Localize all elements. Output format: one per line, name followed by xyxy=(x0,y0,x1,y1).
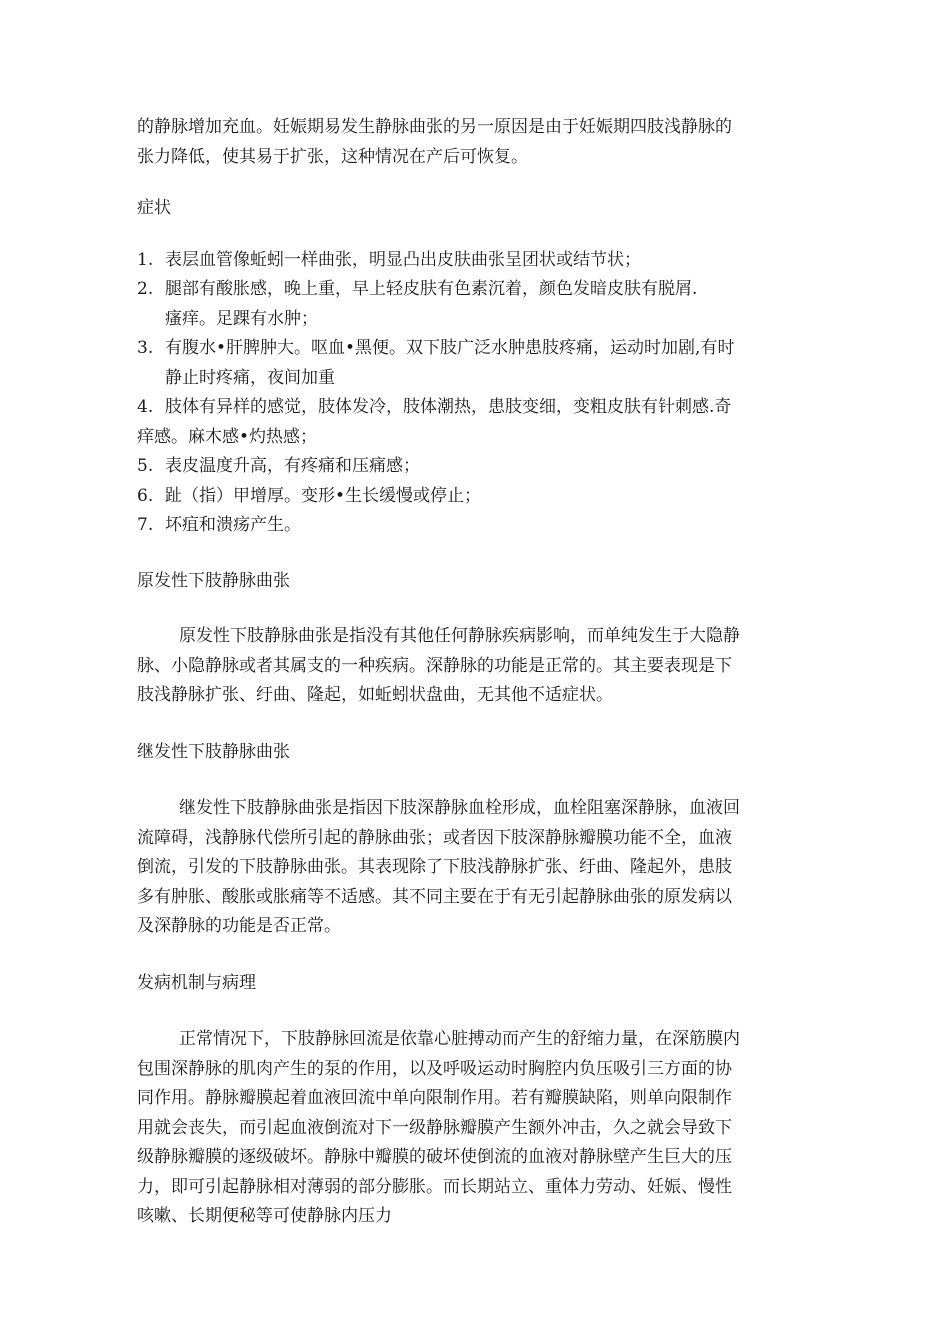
secondary-paragraph xyxy=(137,794,813,942)
list-text: 坏疽和溃疡产生。 xyxy=(165,515,301,535)
section-heading-secondary: 继发性下肢静脉曲张 xyxy=(137,741,290,762)
text-line: 倒流，引发的下肢静脉曲张。其表现除了下肢浅静脉扩张、纡曲、隆起外，患肢 xyxy=(137,857,732,877)
text-line: 流障碍，浅静脉代偿所引起的静脉曲张；或者因下肢深静脉瓣膜功能不全，血液 xyxy=(137,827,732,848)
list-text: 腿部有酸胀感，晚上重，早上轻皮肤有色素沉着，颜色发暗皮肤有脱屑. xyxy=(165,279,698,299)
list-item xyxy=(137,334,813,393)
list-text: 表皮温度升高，有疼痛和压痛感； xyxy=(165,456,420,476)
list-item xyxy=(137,511,813,541)
text-line: 继发性下肢静脉曲张是指因下肢深静脉血栓形成，血栓阻塞深静脉，血液回 xyxy=(179,798,740,818)
list-number: 2. xyxy=(137,279,154,299)
list-number: 5. xyxy=(137,456,154,476)
text-line: 咳嗽、长期便秘等可使静脉内压力 xyxy=(137,1206,392,1226)
section-heading-primary: 原发性下肢静脉曲张 xyxy=(137,570,290,591)
text-line: 多有肿胀、酸胀或胀痛等不适感。其不同主要在于有无引起静脉曲张的原发病以 xyxy=(137,886,732,907)
text-line: 级静脉瓣膜的逐级破坏。静脉中瓣膜的破坏使倒流的血液对静脉壁产生巨大的压 xyxy=(137,1147,732,1167)
list-text: 有腹水•肝脾肿大。呕血•黑便。双下肢广泛水肿患肢疼痛，运动时加剧,有时 xyxy=(165,338,735,358)
list-text: 静止时疼痛，夜间加重 xyxy=(165,367,335,388)
text-line: 包围深静脉的肌肉产生的泵的作用，以及呼吸运动时胸腔内负压吸引三方面的协 xyxy=(137,1058,732,1079)
text-line: 力，即可引起静脉相对薄弱的部分膨胀。而长期站立、重体力劳动、妊娠、慢性 xyxy=(137,1176,732,1197)
text-line: 正常情况下，下肢静脉回流是依靠心脏搏动而产生的舒缩力量，在深筋膜内 xyxy=(179,1029,740,1049)
document-body xyxy=(137,113,813,1232)
list-item xyxy=(137,275,813,334)
primary-paragraph xyxy=(137,622,813,711)
section-heading-symptoms: 症状 xyxy=(137,198,171,218)
list-item xyxy=(137,452,813,482)
list-text: 肢体有异样的感觉，肢体发冷，肢体潮热，患肢变细，变粗皮肤有针刺感.奇 xyxy=(165,397,732,417)
intro-paragraph xyxy=(137,113,813,172)
text-line: 的静脉增加充血。妊娠期易发生静脉曲张的另一原因是由于妊娠期四肢浅静脉的 xyxy=(137,117,732,137)
list-text: 表层血管像蚯蚓一样曲张，明显凸出皮肤曲张呈团状或结节状； xyxy=(165,249,641,270)
list-text: 瘙痒。足踝有水肿； xyxy=(165,308,318,329)
list-item xyxy=(137,393,813,452)
list-text: 趾（指）甲增厚。变形•生长缓慢或停止； xyxy=(165,485,482,506)
list-text: 痒感。麻木感•灼热感； xyxy=(137,426,318,447)
text-line: 肢浅静脉扩张、纡曲、隆起，如蚯蚓状盘曲，无其他不适症状。 xyxy=(137,685,613,705)
list-number: 7. xyxy=(137,515,154,535)
list-item xyxy=(137,246,813,276)
symptoms-list xyxy=(137,246,813,541)
text-line: 张力降低，使其易于扩张，这种情况在产后可恢复。 xyxy=(137,146,528,167)
text-line: 脉、小隐静脉或者其属支的一种疾病。深静脉的功能是正常的。其主要表现是下 xyxy=(137,655,732,676)
list-number: 6. xyxy=(137,485,154,506)
text-line: 同作用。静脉瓣膜起着血液回流中单向限制作用。若有瓣膜缺陷，则单向限制作 xyxy=(137,1088,732,1108)
text-line: 原发性下肢静脉曲张是指没有其他任何静脉疾病影响，而单纯发生于大隐静 xyxy=(179,626,740,646)
list-item xyxy=(137,482,813,512)
pathology-paragraph xyxy=(137,1025,813,1232)
section-heading-pathology: 发病机制与病理 xyxy=(137,972,256,993)
list-number: 4. xyxy=(137,397,154,417)
list-number: 1. xyxy=(137,249,154,270)
list-number: 3. xyxy=(137,338,154,358)
text-line: 及深静脉的功能是否正常。 xyxy=(137,916,341,936)
text-line: 用就会丧失，而引起血液倒流对下一级静脉瓣膜产生额外冲击，久之就会导致下 xyxy=(137,1117,732,1138)
